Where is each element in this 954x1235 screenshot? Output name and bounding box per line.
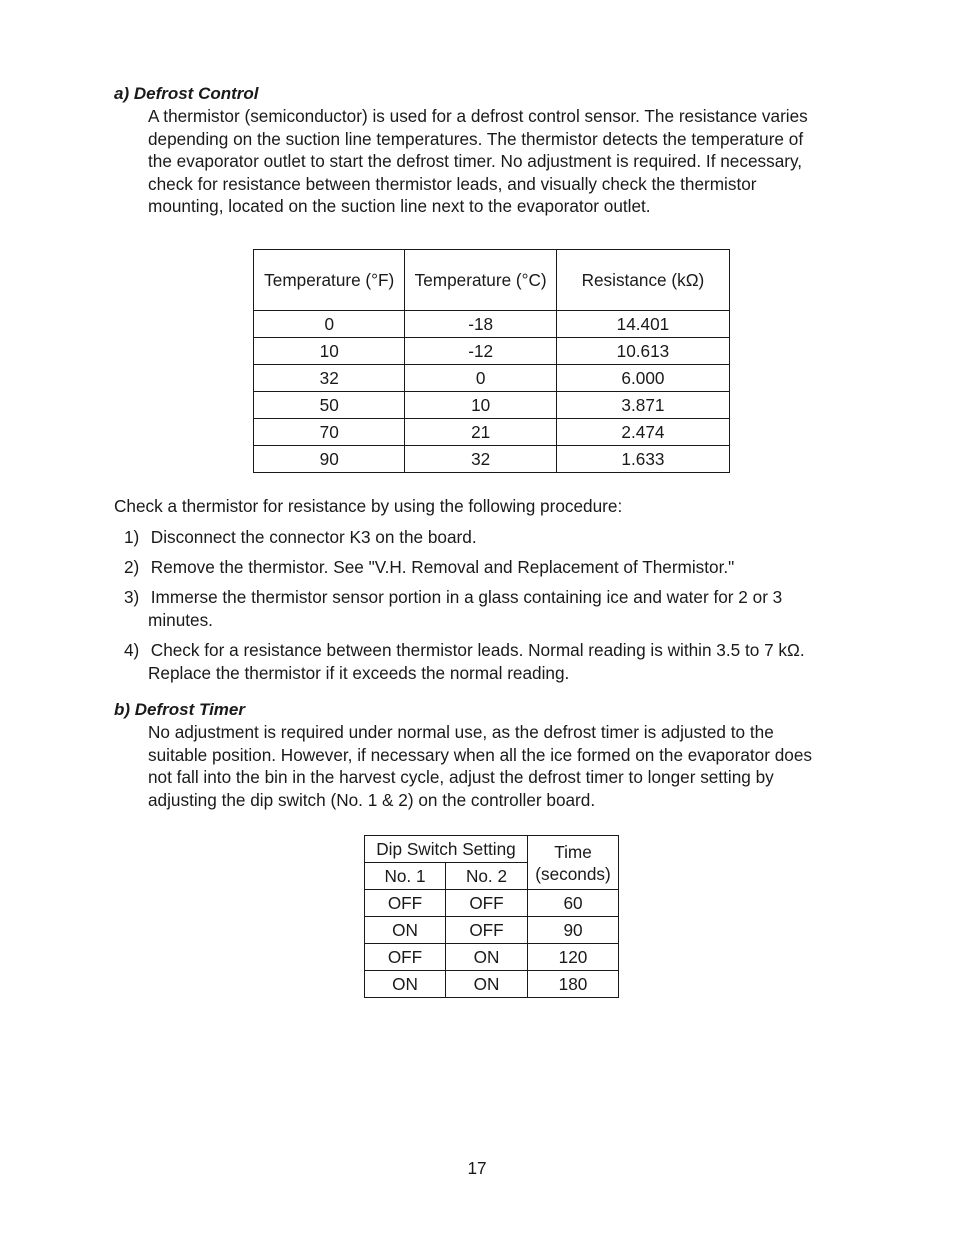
- table-cell: 70: [254, 419, 405, 446]
- table-row: [365, 917, 619, 944]
- table-row: [254, 338, 730, 365]
- table-header-row: [365, 836, 619, 863]
- table-cell: 0: [254, 311, 405, 338]
- dip-switch-table: [364, 835, 619, 998]
- table-cell: 50: [254, 392, 405, 419]
- table-cell: 32: [254, 365, 405, 392]
- procedure-intro: Check a thermistor for resistance by using the following procedure:: [114, 496, 623, 516]
- column-group-header: Dip Switch Setting: [365, 836, 528, 863]
- paragraph-line: check for resistance between thermistor leads, and visually check the thermistor: [148, 173, 757, 194]
- table-row: [254, 392, 730, 419]
- step-number: 1): [124, 527, 140, 547]
- table-cell: 3.871: [556, 392, 729, 419]
- table-row: [254, 446, 730, 473]
- table-cell: 10: [405, 392, 556, 419]
- table-cell: 10: [254, 338, 405, 365]
- procedure-step: [124, 586, 874, 631]
- table-cell: 0: [405, 365, 556, 392]
- table-cell: ON: [365, 917, 446, 944]
- table-cell: OFF: [446, 890, 528, 917]
- table-cell: 120: [528, 944, 619, 971]
- paragraph-line: not fall into the bin in the harvest cycle, adjust the defrost timer to longer setting by: [148, 767, 774, 787]
- table-cell: 6.000: [556, 365, 729, 392]
- table-cell: 14.401: [556, 311, 729, 338]
- table-cell: 2.474: [556, 419, 729, 446]
- table-row: [254, 419, 730, 446]
- table-cell: -18: [405, 311, 556, 338]
- table-row: [254, 365, 730, 392]
- table-cell: 1.633: [556, 446, 729, 473]
- table-cell: ON: [365, 971, 446, 998]
- table-cell: OFF: [446, 917, 528, 944]
- step-number: 4): [124, 640, 140, 660]
- column-header: Temperature (°C): [405, 250, 556, 311]
- step-text: Immerse the thermistor sensor portion in a glass containing ice and water for 2 or 3: [150, 587, 783, 607]
- page-number: 17: [467, 1158, 487, 1178]
- step-text: Remove the thermistor. See "V.H. Removal and Replacement of Thermistor.": [150, 557, 735, 577]
- table-cell: 90: [528, 917, 619, 944]
- column-header: No. 1: [365, 863, 446, 890]
- procedure-step: [124, 526, 874, 549]
- section-b-paragraph: [148, 721, 873, 811]
- section-a-heading: a) Defrost Control: [114, 84, 259, 103]
- table-cell: OFF: [365, 944, 446, 971]
- table-cell: 21: [405, 419, 556, 446]
- step-number: 3): [124, 587, 140, 607]
- table-cell: ON: [446, 944, 528, 971]
- time-header-line: (seconds): [535, 863, 611, 884]
- paragraph-line: mounting, located on the suction line next to the evaporator outlet.: [148, 196, 651, 216]
- section-b-heading: b) Defrost Timer: [114, 700, 245, 719]
- step-text: Check for a resistance between thermistor leads. Normal reading is within 3.5 to 7 kΩ.: [150, 640, 805, 660]
- step-number: 2): [124, 557, 140, 577]
- procedure-step: [124, 639, 874, 684]
- time-column-header: [528, 836, 619, 890]
- time-header-line: Time: [554, 841, 592, 862]
- paragraph-line: adjusting the dip switch (No. 1 & 2) on the controller board.: [148, 789, 596, 810]
- step-text-continued: Replace the thermistor if it exceeds the normal reading.: [148, 662, 570, 683]
- table-cell: 10.613: [556, 338, 729, 365]
- column-header: Temperature (°F): [254, 250, 405, 311]
- column-header: No. 2: [446, 863, 528, 890]
- table-header-row: [254, 250, 730, 311]
- table-row: [365, 890, 619, 917]
- section-a-paragraph: [148, 105, 873, 218]
- table-row: [365, 944, 619, 971]
- table-cell: -12: [405, 338, 556, 365]
- table-row: [254, 311, 730, 338]
- step-text-continued: minutes.: [148, 609, 213, 630]
- paragraph-line: the evaporator outlet to start the defrost timer. No adjustment is required. If necessary,: [148, 151, 803, 171]
- table-row: [365, 971, 619, 998]
- table-cell: 32: [405, 446, 556, 473]
- paragraph-line: A thermistor (semiconductor) is used for a defrost control sensor. The resistance varies: [148, 106, 808, 126]
- thermistor-resistance-table: [253, 249, 730, 473]
- table-cell: 180: [528, 971, 619, 998]
- column-header: Resistance (kΩ): [556, 250, 729, 311]
- procedure-step: [124, 556, 874, 579]
- table-cell: 60: [528, 890, 619, 917]
- table-cell: ON: [446, 971, 528, 998]
- paragraph-line: suitable position. However, if necessary when all the ice formed on the evaporator does: [148, 744, 813, 765]
- table-cell: OFF: [365, 890, 446, 917]
- table-cell: 90: [254, 446, 405, 473]
- paragraph-line: No adjustment is required under normal use, as the defrost timer is adjusted to the: [148, 722, 774, 742]
- step-text: Disconnect the connector K3 on the board.: [150, 527, 477, 547]
- paragraph-line: depending on the suction line temperatures. The thermistor detects the temperature of: [148, 128, 804, 149]
